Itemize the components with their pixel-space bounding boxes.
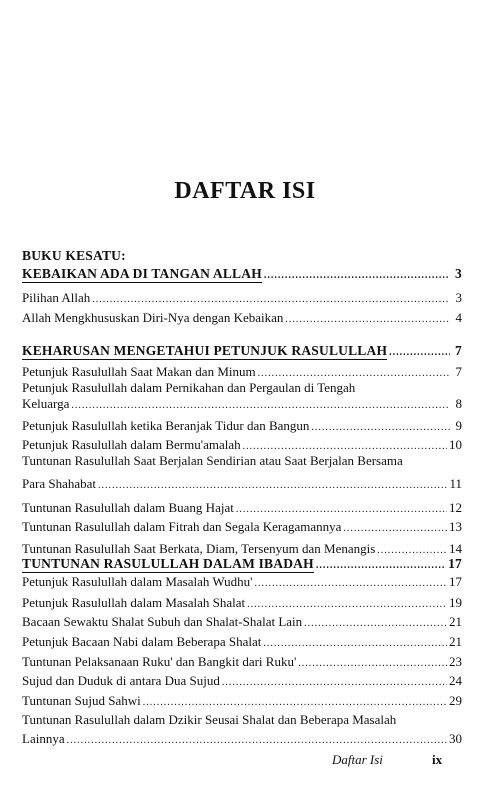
section-heading-page: 3 bbox=[455, 266, 462, 281]
toc-entry-cont bbox=[22, 476, 462, 494]
dot-leader bbox=[264, 268, 450, 284]
dot-leader bbox=[222, 675, 447, 691]
toc-entry-cont-page: 8 bbox=[455, 396, 462, 411]
dot-leader bbox=[304, 616, 447, 632]
dot-leader bbox=[71, 398, 450, 414]
toc-entry-page: 17 bbox=[449, 574, 462, 589]
book-header-text: BUKU KESATU: bbox=[22, 248, 126, 263]
toc-entry bbox=[22, 380, 462, 396]
dot-leader bbox=[143, 695, 447, 711]
toc-entry-title: Petunjuk Rasulullah dalam Bermu'amalah bbox=[22, 437, 241, 452]
section-heading-title: KEHARUSAN MENGETAHUI PETUNJUK RASULULLAH bbox=[22, 343, 388, 358]
toc-entry-page: 13 bbox=[449, 519, 462, 534]
dot-leader bbox=[298, 656, 447, 672]
toc-entry-cont bbox=[22, 396, 462, 414]
dot-leader bbox=[67, 733, 447, 749]
section-heading bbox=[22, 266, 462, 284]
toc-entry-title: Tuntunan Rasulullah Saat Berjalan Sendirian atau Saat Berjalan Bersama bbox=[22, 453, 403, 468]
dot-leader bbox=[311, 420, 450, 436]
section-heading bbox=[22, 556, 462, 574]
toc-entry bbox=[22, 310, 462, 328]
toc-entry-title: Tuntunan Rasulullah dalam Dzikir Seusai Shalat dan Beberapa Masalah bbox=[22, 712, 397, 727]
toc-entry-page: 9 bbox=[455, 418, 462, 433]
dot-leader bbox=[389, 345, 450, 361]
section-heading-title: KEBAIKAN ADA DI TANGAN ALLAH bbox=[22, 266, 262, 281]
toc-entry-page: 29 bbox=[449, 693, 462, 708]
toc-entry-title: Sujud dan Duduk di antara Dua Sujud bbox=[22, 673, 220, 688]
section-heading-title: TUNTUNAN RASULULLAH DALAM IBADAH bbox=[22, 556, 314, 571]
dot-leader bbox=[247, 597, 447, 613]
toc-entry bbox=[22, 574, 462, 592]
dot-leader bbox=[98, 478, 447, 494]
toc-entry-title: Tuntunan Rasulullah Saat Berkata, Diam, Tersenyum dan Menangis bbox=[22, 541, 376, 556]
toc-entry-cont bbox=[22, 731, 462, 749]
toc-entry-page: 21 bbox=[449, 614, 462, 629]
toc-entry-cont-title: Para Shahabat bbox=[22, 476, 97, 491]
toc-entry-page: 4 bbox=[455, 310, 462, 325]
toc-entry-title: Tuntunan Sujud Sahwi bbox=[22, 693, 141, 708]
toc-entry bbox=[22, 693, 462, 711]
toc-entry-page: 24 bbox=[449, 673, 462, 688]
toc-entry-cont-page: 11 bbox=[449, 476, 462, 491]
section-heading-page: 17 bbox=[448, 556, 462, 571]
toc-entry bbox=[22, 712, 462, 728]
dot-leader bbox=[343, 521, 447, 537]
toc-entry-cont-title: Lainnya bbox=[22, 731, 65, 746]
toc-entry-title: Pilihan Allah bbox=[22, 290, 91, 305]
dot-leader bbox=[236, 502, 447, 518]
toc-entry-title: Petunjuk Rasulullah dalam Masalah Shalat bbox=[22, 595, 246, 610]
toc-entry-title: Tuntunan Rasulullah dalam Buang Hajat bbox=[22, 500, 234, 515]
toc-entry-title: Petunjuk Rasulullah dalam Masalah Wudhu' bbox=[22, 574, 253, 589]
dot-leader bbox=[263, 636, 447, 652]
toc-entry bbox=[22, 634, 462, 652]
toc-entry-page: 14 bbox=[449, 541, 462, 556]
toc-entry bbox=[22, 290, 462, 308]
toc-entry bbox=[22, 673, 462, 691]
toc-entry bbox=[22, 595, 462, 613]
section-heading-page: 7 bbox=[455, 343, 462, 358]
toc-entry-cont-title: Keluarga bbox=[22, 396, 70, 411]
toc-entry-page: 7 bbox=[455, 364, 462, 379]
toc-entry-title: Petunjuk Rasulullah dalam Pernikahan dan Pergaulan di Tengah bbox=[22, 380, 356, 395]
toc-entry bbox=[22, 418, 462, 436]
toc-entry bbox=[22, 500, 462, 518]
toc-entry-title: Bacaan Sewaktu Shalat Subuh dan Shalat-Shalat Lain bbox=[22, 614, 303, 629]
toc-entry-page: 23 bbox=[449, 654, 462, 669]
toc-entry-cont-page: 30 bbox=[449, 731, 462, 746]
dot-leader bbox=[92, 292, 450, 308]
toc-entry-page: 3 bbox=[455, 290, 462, 305]
toc-entry bbox=[22, 614, 462, 632]
toc-entry-title: Petunjuk Rasulullah ketika Beranjak Tidur dan Bangun bbox=[22, 418, 310, 433]
toc-entry-page: 10 bbox=[449, 437, 462, 452]
toc-entry-title: Allah Mengkhususkan Diri-Nya dengan Kebaikan bbox=[22, 310, 284, 325]
toc-entry-page: 19 bbox=[449, 595, 462, 610]
page-number: ix bbox=[432, 752, 443, 767]
section-heading bbox=[22, 343, 462, 361]
toc-entry bbox=[22, 519, 462, 537]
toc-entry-title: Tuntunan Rasulullah dalam Fitrah dan Segala Keragamannya bbox=[22, 519, 342, 534]
dot-leader bbox=[285, 312, 450, 328]
toc-entry-title: Petunjuk Bacaan Nabi dalam Beberapa Shalat bbox=[22, 634, 262, 649]
toc-entry-title: Petunjuk Rasulullah Saat Makan dan Minum bbox=[22, 364, 256, 379]
toc-entry bbox=[22, 654, 462, 672]
toc-entry-page: 12 bbox=[449, 500, 462, 515]
book-header bbox=[22, 248, 462, 264]
toc-entry-title: Tuntunan Pelaksanaan Ruku' dan Bangkit dari Ruku' bbox=[22, 654, 297, 669]
toc-entry bbox=[22, 453, 462, 469]
running-footer-label: Daftar Isi bbox=[332, 752, 383, 767]
dot-leader bbox=[255, 576, 448, 592]
toc-entry-page: 21 bbox=[449, 634, 462, 649]
dot-leader bbox=[316, 558, 446, 574]
page-title: DAFTAR ISI bbox=[174, 178, 316, 204]
